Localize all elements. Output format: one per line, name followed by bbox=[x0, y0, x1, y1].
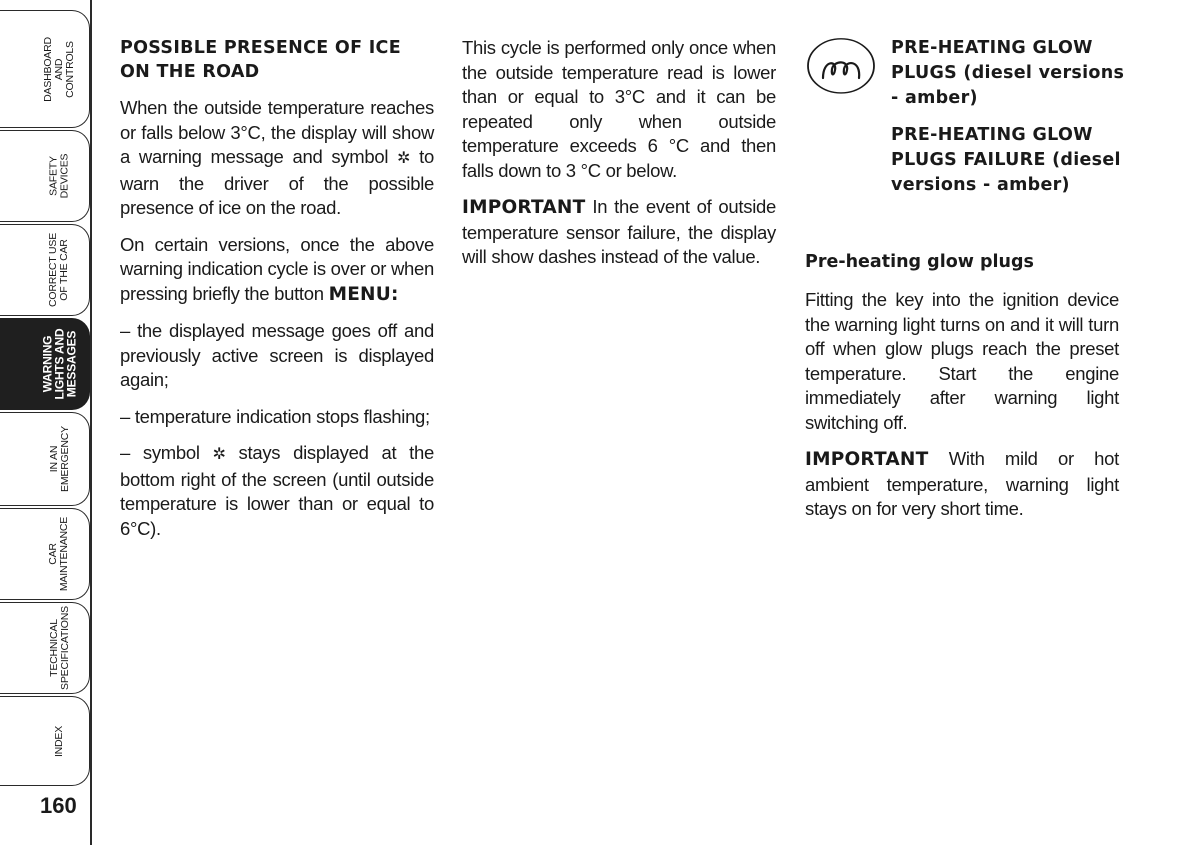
subheading-pre-heating: Pre-heating glow plugs bbox=[805, 252, 1034, 272]
tab-label: INDEX bbox=[53, 725, 65, 757]
paragraph-message-off: – the displayed message goes off and previously active screen is displayed again; bbox=[120, 320, 434, 390]
tab-safety-devices[interactable] bbox=[0, 130, 90, 222]
snowflake-icon: ✲ bbox=[212, 446, 226, 463]
paragraph-glow-plugs: Fitting the key into the ignition device the warning light turns on and it will turn off when glow plugs reach the preset temperature. Start the engine immediately after warning light switching off. bbox=[805, 289, 1119, 433]
warning-light-block bbox=[805, 36, 1125, 236]
tab-label: TECHNICAL SPECIFICATIONS bbox=[47, 606, 71, 690]
tab-dashboard-and-controls[interactable] bbox=[0, 10, 90, 128]
tab-index[interactable] bbox=[0, 696, 90, 786]
text: In the event of outside temperature sensor failure, the display will show dashes instead of the value. bbox=[462, 196, 776, 267]
paragraph-ice-warning bbox=[120, 96, 434, 221]
glow-plug-icon bbox=[805, 38, 877, 94]
paragraph-important-ambient bbox=[805, 447, 1119, 522]
paragraph-temp-flashing: – temperature indication stops flashing; bbox=[120, 405, 430, 427]
important-label: IMPORTANT bbox=[805, 449, 929, 470]
paragraph-important-sensor bbox=[462, 195, 776, 270]
warning-title-glow-plugs-failure: PRE-HEATING GLOW PLUGS FAILURE (diesel versions - amber) bbox=[891, 125, 1121, 195]
paragraph-symbol-displayed bbox=[120, 441, 434, 541]
section-heading-ice: POSSIBLE PRESENCE OF ICE ON THE ROAD bbox=[120, 38, 401, 82]
tab-technical-specifications[interactable] bbox=[0, 602, 90, 694]
tab-label: CORRECT USE OF THE CAR bbox=[47, 232, 71, 308]
text: to warn the driver of the possible presence of ice on the road. bbox=[120, 146, 435, 218]
paragraph-cycle: This cycle is performed only once when the outside temperature read is lower than or equal to 3°C and it can be repeated only when outside temperature exceeds 6 °C and then falls down to 3 °C or below. bbox=[462, 37, 776, 181]
column-cycle-info bbox=[462, 36, 776, 282]
tab-correct-use-of-the-car[interactable] bbox=[0, 224, 90, 316]
text: With mild or hot ambient temperature, warning light stays on for very short time. bbox=[805, 448, 1119, 519]
tab-label: WARNING LIGHTS AND MESSAGES bbox=[40, 328, 79, 400]
menu-button-label: MENU: bbox=[328, 283, 399, 305]
paragraph-menu-button bbox=[120, 233, 434, 308]
sidebar-divider bbox=[90, 0, 92, 845]
text: stays displayed at the bottom right of the screen (until outside temperature is lower than or equal to 6°C). bbox=[120, 442, 434, 539]
warning-titles bbox=[891, 36, 1125, 210]
text: When the outside temperature reaches or falls below 3°C, the display will show a warning message and symbol bbox=[120, 97, 434, 167]
text: On certain versions, once the above warning indication cycle is over or when pressing briefly the button bbox=[120, 233, 434, 304]
tab-label: CAR MAINTENANCE bbox=[47, 516, 71, 592]
column-ice-warning bbox=[120, 36, 434, 553]
tab-label: DASHBOARD AND CONTROLS bbox=[42, 36, 76, 102]
column-glow-plugs bbox=[805, 36, 1125, 534]
sidebar-nav bbox=[0, 0, 92, 845]
warning-title-glow-plugs: PRE-HEATING GLOW PLUGS (diesel versions - amber) bbox=[891, 38, 1125, 108]
tab-car-maintenance[interactable] bbox=[0, 508, 90, 600]
tab-label: SAFETY DEVICES bbox=[47, 153, 71, 199]
important-label: IMPORTANT bbox=[462, 197, 586, 218]
tab-label: IN AN EMERGENCY bbox=[47, 426, 71, 492]
snowflake-icon: ✲ bbox=[397, 150, 411, 167]
tab-warning-lights-and-messages[interactable] bbox=[0, 318, 90, 410]
page-number: 160 bbox=[40, 793, 77, 818]
text: – symbol bbox=[120, 442, 213, 463]
tab-in-an-emergency[interactable] bbox=[0, 412, 90, 506]
